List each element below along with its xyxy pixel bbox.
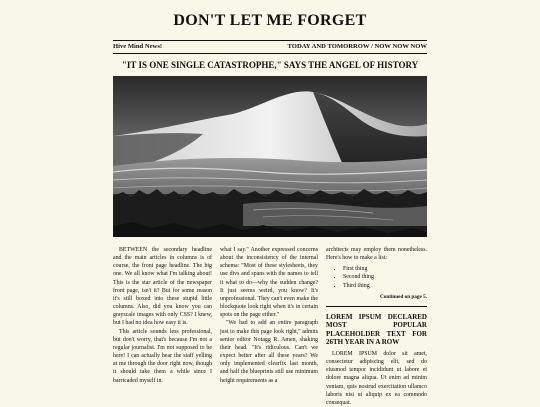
sidebar-paragraph: LOREM IPSUM dolor sit amet, consectetur adipiscing elit, sed do eiusmod tempor incididunt ut labore et dolore magna aliqua. Ut enim ad minim veniam, quis nostrud exercitation ullamco laboris nisi ut aliquip ex ea commodo consequat. <box>326 350 427 406</box>
article-column-2 <box>220 246 318 385</box>
bullet-list <box>326 265 427 289</box>
sidebar-rule <box>326 306 427 307</box>
tagline: Hive Mind News! <box>113 43 163 50</box>
list-item: • First thing <box>343 265 427 273</box>
article-column-3 <box>326 246 427 407</box>
masthead-rule-top <box>113 40 427 41</box>
article-paragraph: "We had to add an entire paragraph just to make this page look right," admits senior editor Notagg R. Amen, shaking their head. "It's ridiculous. Can't we expect better after all these years? We only implemented clearfix last month, and half the blueprints still use minimum height requirements as a <box>220 320 318 384</box>
sidebar-headline: LOREM IPSUM DECLARED MOST POPULAR PLACEHOLDER TEXT FOR 26TH YEAR IN A ROW <box>326 312 427 347</box>
newspaper-title: DON'T LET ME FORGET <box>173 12 367 29</box>
main-headline: "IT IS ONE SINGLE CATASTROPHE," SAYS THE ANGEL OF HISTORY <box>121 60 419 70</box>
article-paragraph: what I say." Another expressed concerns about the inconsistency of the internal schema: "Most of these stylesheets, they use divs and spans with the names to tell it what to do—why the sudden change? It just seems weird, you know? It's unprofessional. They can't even make the blockquote look right when it's in certain spots on the page either." <box>220 247 318 319</box>
masthead-rule-bottom <box>113 53 427 54</box>
article-paragraph: architects may employ them nonetheless. Here's how to make a list: <box>326 247 427 262</box>
sand-dunes-photo <box>113 76 427 237</box>
continued-note: Continued on page 5. <box>380 293 427 300</box>
list-item: • Second thing <box>343 273 427 281</box>
date-line: TODAY AND TOMORROW / NOW NOW NOW <box>287 43 427 50</box>
article-paragraph: This article sounds less professional, but don't worry, that's because I'm not a regular journalist. I'm not supposed to be here! I can actually hear the staff yelling at me through the door right now, though it should take them a while since I barricaded myself in. <box>113 328 212 384</box>
article-paragraph: BETWEEN the secondary headline and the main articles in columns is of course, the front page headline. The big one. We all know what I'm talking about! This is the star article of the newspaper front page, isn't it? But for some reason it's still boxed into these stupid little columns. Also, did you know you can grayscale images with only CSS? I knew, but I had no idea how easy it is. <box>113 247 212 327</box>
article-column-1 <box>113 246 212 385</box>
list-item: • Third thing <box>343 282 427 290</box>
